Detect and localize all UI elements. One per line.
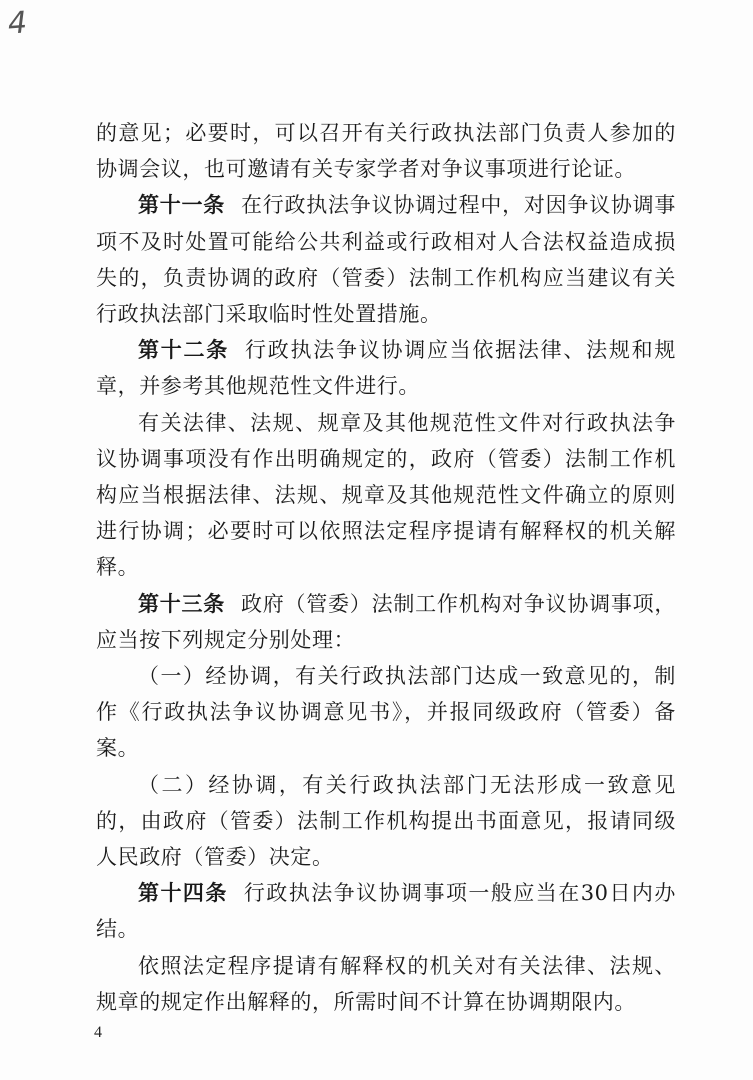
paragraph-text: 政府（管委）法制工作机构对争议协调事项，应当按下列规定分别处理： xyxy=(96,591,676,652)
paragraph-article-12-second xyxy=(96,405,676,586)
paragraph-text: （一）经协调，有关行政执法部门达成一致意见的，制作《行政执法争议协调意见书》，并报同级政府（管委）备案。 xyxy=(96,664,676,761)
paragraph-article-14-second xyxy=(96,948,676,1020)
paragraph-text: 行政执法争议协调应当依据法律、法规和规章，并参考其他规范性文件进行。 xyxy=(96,338,676,399)
paragraph-article-11 xyxy=(96,187,676,332)
paragraph-continuation xyxy=(96,115,676,187)
article-heading: 第十一条 xyxy=(138,193,226,218)
handwritten-page-mark: 4 xyxy=(6,5,29,42)
article-heading: 第十二条 xyxy=(138,338,229,363)
article-heading: 第十三条 xyxy=(138,591,226,616)
paragraph-article-13-item-2 xyxy=(96,767,676,876)
page-number: 4 xyxy=(94,1024,102,1041)
paragraph-text: 行政执法争议协调事项一般应当在30日内办结。 xyxy=(96,881,676,942)
paragraph-text: （二）经协调，有关行政执法部门无法形成一致意见的，由政府（管委）法制工作机构提出书面意见，报请同级人民政府（管委）决定。 xyxy=(96,772,676,870)
document-body xyxy=(96,115,676,1020)
paragraph-article-14 xyxy=(96,875,676,947)
paragraph-article-12 xyxy=(96,332,676,404)
paragraph-text: 的意见；必要时，可以召开有关行政执法部门负责人参加的协调会议，也可邀请有关专家学者对争议事项进行论证。 xyxy=(96,121,676,182)
paragraph-article-13 xyxy=(96,586,676,658)
article-heading: 第十四条 xyxy=(138,881,228,906)
paragraph-text: 有关法律、法规、规章及其他规范性文件对行政执法争议协调事项没有作出明确规定的，政府（管委）法制工作机构应当根据法律、法规、规章及其他规范性文件确立的原则进行协调；必要时可以依照法定程序提请有解释权的机关解释。 xyxy=(96,410,676,580)
paragraph-text: 依照法定程序提请有解释权的机关对有关法律、法规、规章的规定作出解释的，所需时间不计算在协调期限内。 xyxy=(96,953,676,1014)
paragraph-text: 在行政执法争议协调过程中，对因争议协调事项不及时处置可能给公共利益或行政相对人合法权益造成损失的，负责协调的政府（管委）法制工作机构应当建议有关行政执法部门采取临时性处置措施。 xyxy=(96,193,676,327)
paragraph-article-13-item-1 xyxy=(96,658,676,767)
